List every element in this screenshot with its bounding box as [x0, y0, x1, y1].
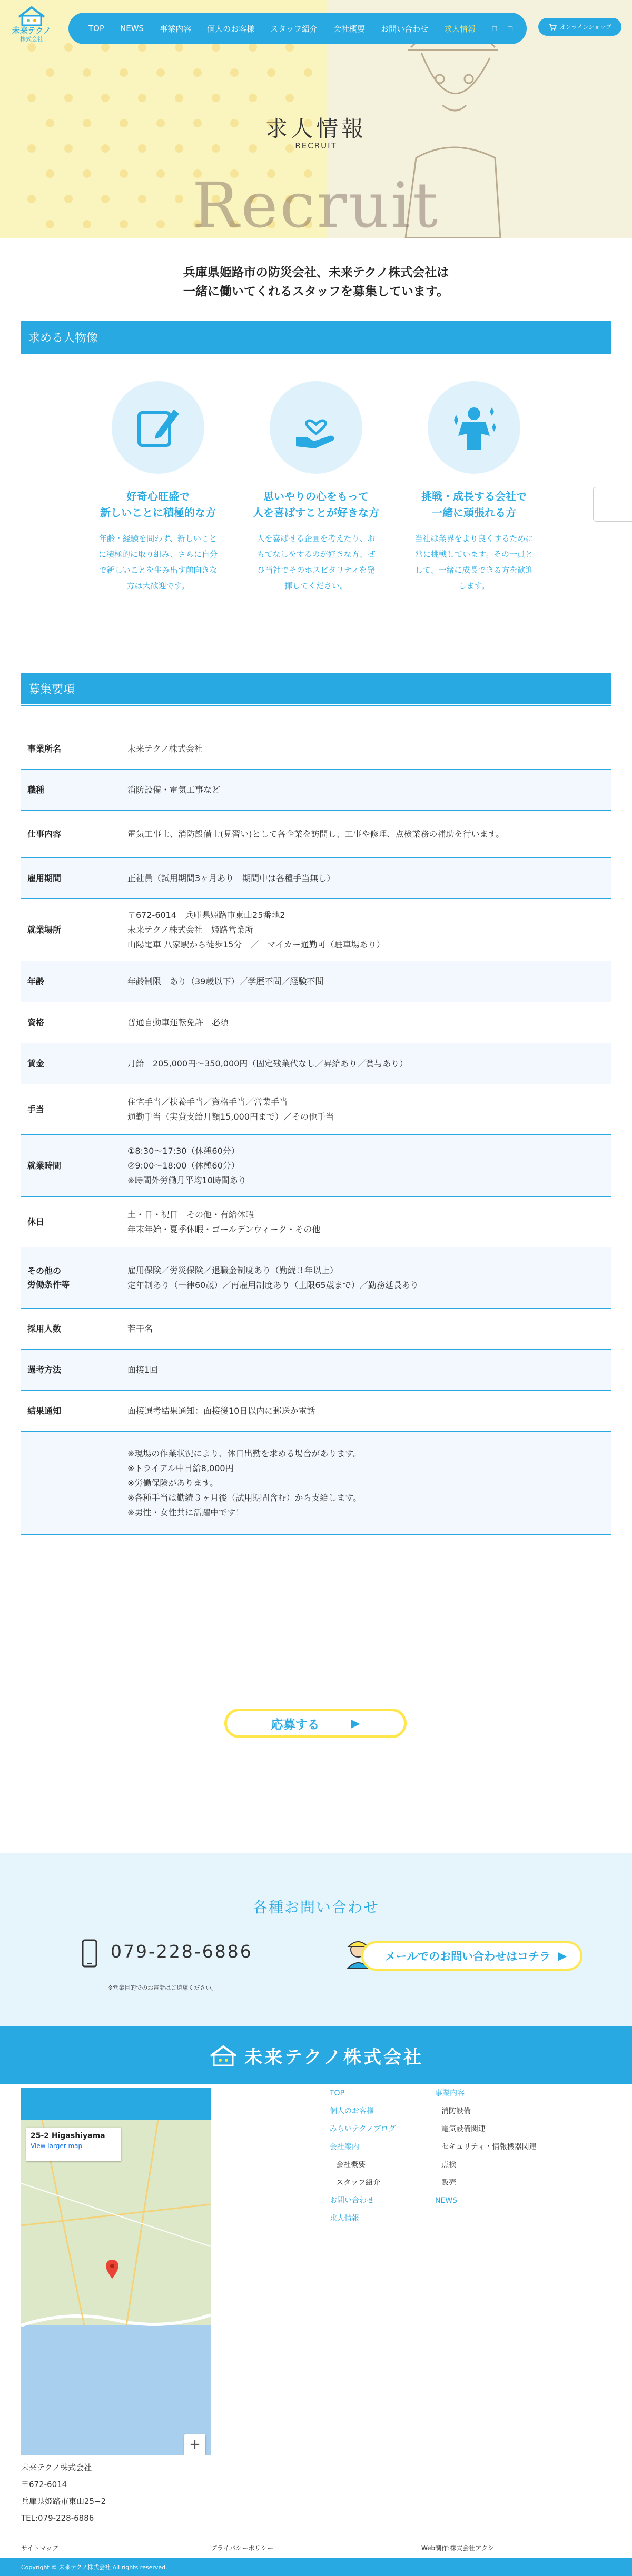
persona-desc: [406, 531, 542, 594]
bulb-pattern-dot: [230, 68, 239, 77]
phone-note: ※営業目的でのお電話はご遠慮ください。: [108, 1984, 218, 1991]
persona-title-line: 思いやりの心をもって: [263, 490, 369, 503]
table-row-value: [127, 858, 611, 898]
bulb-pattern-dot: [249, 43, 257, 52]
table-row-value: [127, 899, 611, 961]
table-cell-line: ※トライアル中日給8,000円: [127, 1463, 234, 1473]
page-subtitle: RECRUIT: [295, 141, 337, 151]
table-cell-line: 月給 205,000円〜350,000円（固定残業代なし／昇給あり／賞与あり）: [127, 1058, 408, 1069]
apply-button[interactable]: [224, 1709, 407, 1738]
table-cell-line: 若干名: [127, 1323, 153, 1334]
bulb-pattern-dot: [212, 43, 220, 52]
apply-label: 応募する: [271, 1718, 320, 1732]
address-line: 〒672-6014: [21, 2480, 67, 2489]
table-cell-line: 面接1回: [127, 1364, 159, 1375]
footer-menu-item[interactable]: スタッフ紹介: [336, 2179, 380, 2187]
table-row-label: 結果通知: [27, 1405, 62, 1416]
nav-individual[interactable]: 個人のお客様: [207, 24, 255, 34]
heart-hand-icon: [293, 404, 339, 451]
global-nav: [68, 13, 527, 44]
table-row-label: 年齢: [27, 976, 45, 986]
nav-company[interactable]: 会社概要: [333, 24, 366, 34]
table-row: [21, 899, 611, 961]
house-logo-icon: [209, 2044, 238, 2066]
footer-menu-item[interactable]: 販売: [441, 2179, 456, 2187]
bulb-pattern-dot: [285, 94, 294, 102]
footer-menu-item[interactable]: TOP: [330, 2089, 345, 2098]
table-row-label: 事業所名: [27, 743, 62, 754]
footer-menu-item[interactable]: 会社案内: [330, 2143, 359, 2151]
persona-icon-circle: [112, 381, 204, 474]
table-row-value: [127, 1197, 611, 1247]
footer-menu-item[interactable]: 点検: [441, 2161, 456, 2169]
blog-icon[interactable]: ◻: [507, 24, 514, 33]
table-row: [21, 1432, 611, 1535]
table-row-value: [127, 1350, 611, 1390]
persona-icon-circle: [270, 381, 362, 474]
table-row-label: 資格: [27, 1017, 45, 1027]
table-row-value: [127, 1002, 611, 1043]
persona-card: [248, 381, 384, 594]
footer-menu-item[interactable]: セキュリティ・情報機器関連: [441, 2143, 537, 2151]
contact-section: [0, 1853, 632, 2026]
table-row: [21, 770, 611, 811]
footer-menu-col-2: [435, 2088, 537, 2213]
footer-logo-text[interactable]: 未来テクノ株式会社: [244, 2046, 423, 2068]
footer-menu-item[interactable]: お問い合わせ: [330, 2196, 374, 2205]
instagram-icon[interactable]: ◻: [491, 24, 498, 33]
table-cell-line: 電気工事士、消防設備士(見習い)として各企業を訪問し、工事や修理、点検業務の補助を行います。: [127, 828, 505, 839]
persona-desc-line: 揮してください。: [284, 581, 348, 591]
persona-heading: [21, 321, 611, 353]
footer-menu-item[interactable]: 消防設備: [441, 2107, 471, 2115]
table-cell-line: 通勤手当（実費支給月額15,000円まで）／その他手当: [127, 1111, 334, 1122]
persona-desc-line: に積極的に取り組み、さらに自分: [98, 550, 218, 559]
logo-text: 未来テクノ: [12, 26, 52, 35]
table-cell-line: 住宅手当／扶養手当／資格手当／営業手当: [127, 1096, 288, 1107]
mail-contact-label: メールでのお問い合わせはコチラ: [384, 1950, 551, 1963]
map-zoom-in[interactable]: +: [184, 2434, 205, 2455]
table-row-label: 就業場所: [27, 924, 62, 935]
intro-line-2: 一緒に働いてくれるスタッフを募集しています。: [183, 285, 449, 298]
persona-desc-line: もてなしをするのが好きな方、ぜ: [256, 550, 376, 559]
table-row-value: [127, 1043, 611, 1084]
footer-menu-item[interactable]: 個人のお客様: [330, 2107, 374, 2115]
table-cell-line: 普通自動車運転免許 必須: [127, 1017, 229, 1027]
mail-contact-button[interactable]: [361, 1941, 582, 1971]
table-row-label: 就業時間: [27, 1160, 62, 1171]
table-row-label: 賃金: [27, 1058, 45, 1069]
bulb-pattern-dot: [285, 43, 294, 52]
recruit-heading-text: 募集要項: [28, 683, 75, 696]
bulb-pattern-dot: [64, 43, 73, 52]
intro-line-1: 兵庫県姫路市の防災会社、未来テクノ株式会社は: [183, 266, 449, 279]
table-row-label: 手当: [27, 1104, 45, 1114]
table-row: [21, 1043, 611, 1084]
nav-top[interactable]: TOP: [88, 24, 105, 33]
persona-desc-line: で新しいことを生み出す前向きな: [98, 565, 218, 575]
persona-icon-circle: [428, 381, 520, 474]
footer-menu-item[interactable]: 求人情報: [330, 2214, 359, 2223]
table-cell-line: 正社員（試用期間3ヶ月あり 期間中は各種手当無し）: [127, 873, 335, 883]
table-cell-line: 〒672-6014 兵庫県姫路市東山25番地2: [127, 910, 285, 920]
sitemap-link[interactable]: サイトマップ: [21, 2544, 58, 2552]
table-row-label: 雇用期間: [27, 873, 62, 883]
table-row: [21, 961, 611, 1002]
table-row-value: [127, 1391, 611, 1431]
footer-menu-item[interactable]: 会社概要: [336, 2161, 366, 2169]
recruit-table: [21, 728, 611, 1535]
table-row: [21, 1309, 611, 1350]
table-row-value: [127, 811, 611, 857]
bulb-pattern-dot: [46, 68, 54, 77]
persona-desc-line: して、一緒に成長できる方を歓迎: [414, 565, 534, 575]
address-line: 兵庫県姫路市東山25−2: [21, 2497, 106, 2506]
footer-address: [21, 2459, 106, 2527]
map-card-title: 25-2 Higashiyama: [31, 2132, 105, 2140]
phone-icon: [82, 1939, 97, 1968]
privacy-link[interactable]: プライバシーポリシー: [211, 2544, 274, 2552]
footer-menu-item[interactable]: NEWS: [435, 2196, 458, 2205]
logo-sub: 株式会社: [20, 36, 43, 43]
table-row: [21, 858, 611, 899]
table-cell-line: ②9:00〜18:00（休憩60分）: [127, 1160, 240, 1171]
house-logo-icon: [17, 5, 46, 26]
persona-desc: [90, 531, 226, 594]
table-row-label: その他の 労働条件等: [27, 1265, 70, 1290]
phone-block: [82, 1939, 253, 1991]
map-info-card: [26, 2128, 121, 2161]
table-row-value: [127, 1084, 611, 1134]
bulb-pattern-dot: [101, 43, 110, 52]
table-row-value: [127, 1247, 611, 1308]
bulb-pattern-dot: [175, 94, 183, 102]
table-cell-line: ①8:30〜17:30（休憩60分）: [127, 1145, 240, 1156]
table-row: [21, 1002, 611, 1043]
map-roads: [21, 2120, 211, 2455]
persona-desc-line: します。: [458, 581, 490, 591]
pencil-edit-icon: [135, 404, 181, 451]
table-row-value: [127, 770, 611, 810]
persona-heading-text: 求める人物像: [28, 331, 98, 345]
google-map[interactable]: [21, 2088, 211, 2455]
table-cell-line: 未来テクノ株式会社 姫路営業所: [127, 924, 254, 935]
hero-script-text: Recruit: [192, 169, 440, 238]
bulb-pattern-dot: [83, 68, 91, 77]
nav-contact[interactable]: お問い合わせ: [381, 24, 429, 34]
footer-menu-item[interactable]: 電気設備関連: [441, 2125, 486, 2133]
bulb-pattern-dot: [64, 94, 73, 102]
persona-card: [90, 381, 226, 594]
table-row: [21, 728, 611, 770]
table-cell-line: ※労働保険があります。: [127, 1477, 219, 1488]
table-row-value: [127, 1309, 611, 1349]
bulb-pattern-dot: [212, 94, 220, 102]
address-line: TEL:079-228-6886: [21, 2513, 94, 2523]
persona-title: [248, 488, 384, 521]
table-cell-line: 面接選考結果通知：面接後10日以内に郵送か電話: [127, 1405, 315, 1416]
table-row: [21, 811, 611, 858]
address-line: 未来テクノ株式会社: [21, 2463, 92, 2472]
table-row-label: 仕事内容: [27, 828, 62, 839]
persona-desc-line: 年齢・経験を問わず、新しいこと: [99, 534, 217, 543]
table-row-label: [21, 1432, 127, 1534]
person-sparkle-icon: [451, 404, 497, 451]
table-row-label: 採用人数: [27, 1323, 62, 1334]
persona-title-line: 一緒に頑張れる方: [432, 506, 516, 519]
nav-staff[interactable]: スタッフ紹介: [270, 24, 318, 34]
table-row: [21, 1350, 611, 1391]
nav-services[interactable]: 事業内容: [160, 24, 192, 34]
table-row: [21, 1084, 611, 1135]
bulb-pattern-dot: [138, 94, 146, 102]
table-cell-line: 雇用保険／労災保険／退職金制度あり（勤続３年以上）: [127, 1265, 339, 1275]
bulb-pattern-dot: [304, 68, 312, 77]
table-cell-line: ※現場の作業状況により、休日出勤を求める場合があります。: [127, 1448, 362, 1459]
table-row-value: [127, 961, 611, 1002]
table-row: [21, 1135, 611, 1197]
table-cell-line: 定年制あり（一律60歳）／再雇用制度あり（上限65歳まで）／勤務延長あり: [127, 1280, 419, 1290]
bulb-pattern-dot: [27, 94, 36, 102]
bulb-pattern-dot: [120, 68, 128, 77]
table-cell-line: 土・日・祝日 その他・有給休暇: [127, 1209, 254, 1220]
triangle-right-icon: ▶: [351, 1716, 360, 1730]
persona-desc: [248, 531, 384, 594]
site-logo[interactable]: [12, 5, 52, 49]
contact-title: 各種お問い合わせ: [252, 1899, 379, 1916]
bulb-pattern-dot: [249, 94, 257, 102]
persona-title: [90, 488, 226, 521]
persona-title-line: 好奇心旺盛で: [126, 490, 190, 503]
bulb-pattern-dot: [138, 43, 146, 52]
intro-text: [0, 263, 632, 301]
table-cell-line: 消防設備・電気工事など: [127, 784, 221, 795]
footer-logo-band: [0, 2026, 632, 2084]
table-cell-line: 年末年始・夏季休暇・ゴールデンウィーク・その他: [127, 1224, 321, 1234]
copyright: Copyright © 未来テクノ株式会社 All rights reserved.: [0, 2558, 632, 2576]
table-row-label: 選考方法: [27, 1364, 62, 1375]
nav-recruit[interactable]: 求人情報: [444, 24, 476, 34]
table-cell-line: ※時間外労働月平均10時間あり: [127, 1175, 246, 1185]
cart-icon: [548, 23, 557, 31]
footer-menu-col-1: [330, 2088, 396, 2231]
table-row: [21, 1391, 611, 1432]
persona-title-line: 新しいことに積極的な方: [100, 506, 216, 519]
bulb-pattern-dot: [193, 68, 202, 77]
hero: [0, 0, 632, 238]
bulb-pattern-dot: [156, 68, 165, 77]
persona-title-line: 人を喜ばすことが好きな方: [253, 506, 379, 519]
table-cell-line: ※男性・女性共に活躍中です！: [127, 1507, 244, 1517]
table-row-value: [127, 1135, 611, 1196]
side-float-tab[interactable]: [593, 487, 632, 522]
table-row-value: [127, 728, 611, 769]
triangle-right-icon: ▶: [558, 1949, 567, 1963]
table-cell-line: 未来テクノ株式会社: [127, 743, 203, 754]
recruit-heading: [21, 673, 611, 704]
page-title: 求人情報: [265, 116, 367, 142]
persona-title-line: 挑戦・成長する会社で: [421, 490, 527, 503]
bulb-pattern-dot: [267, 68, 275, 77]
table-cell-line: ※各種手当は勤続３ヶ月後（試用期間含む）から支給します。: [127, 1492, 362, 1503]
persona-desc-line: 当社は業界をより良くするために: [414, 534, 534, 543]
persona-desc-line: ひ当社でそのホスピタリティを発: [257, 565, 375, 575]
table-cell-line: 山陽電車 八家駅から徒歩15分 ／ マイカー通勤可（駐車場あり）: [127, 939, 385, 950]
persona-desc-line: 方は大歓迎です。: [126, 581, 190, 591]
table-row: [21, 1197, 611, 1247]
persona-card: [406, 381, 542, 594]
online-shop-button[interactable]: [538, 18, 621, 36]
table-cell-line: 年齢制限 あり（39歳以下）／学歴不問／経験不問: [127, 976, 324, 986]
footer-menu-item[interactable]: みらいテクノブログ: [330, 2125, 396, 2133]
bulb-pattern-dot: [175, 43, 183, 52]
map-pin-icon[interactable]: [105, 2259, 119, 2279]
online-shop-label: オンラインショップ: [559, 24, 612, 31]
bulb-pattern-dot: [101, 94, 110, 102]
table-row-value: [127, 1432, 611, 1534]
web-credit-link[interactable]: Web制作:株式会社アクシ: [421, 2544, 494, 2552]
persona-title: [406, 488, 542, 521]
footer-menu-item[interactable]: 事業内容: [435, 2089, 465, 2098]
table-row-label: 職種: [27, 784, 45, 795]
persona-desc-line: 常に挑戦しています。その一員と: [415, 550, 533, 559]
map-larger-link[interactable]: View larger map: [31, 2142, 83, 2150]
table-row: [21, 1247, 611, 1309]
nav-news[interactable]: NEWS: [120, 24, 144, 33]
table-row-label: 休日: [27, 1216, 45, 1227]
persona-desc-line: 人を喜ばせる企画を考えたり、お: [256, 534, 376, 543]
footer-bottom-links: [21, 2543, 611, 2552]
phone-number[interactable]: 079-228-6886: [111, 1941, 253, 1962]
